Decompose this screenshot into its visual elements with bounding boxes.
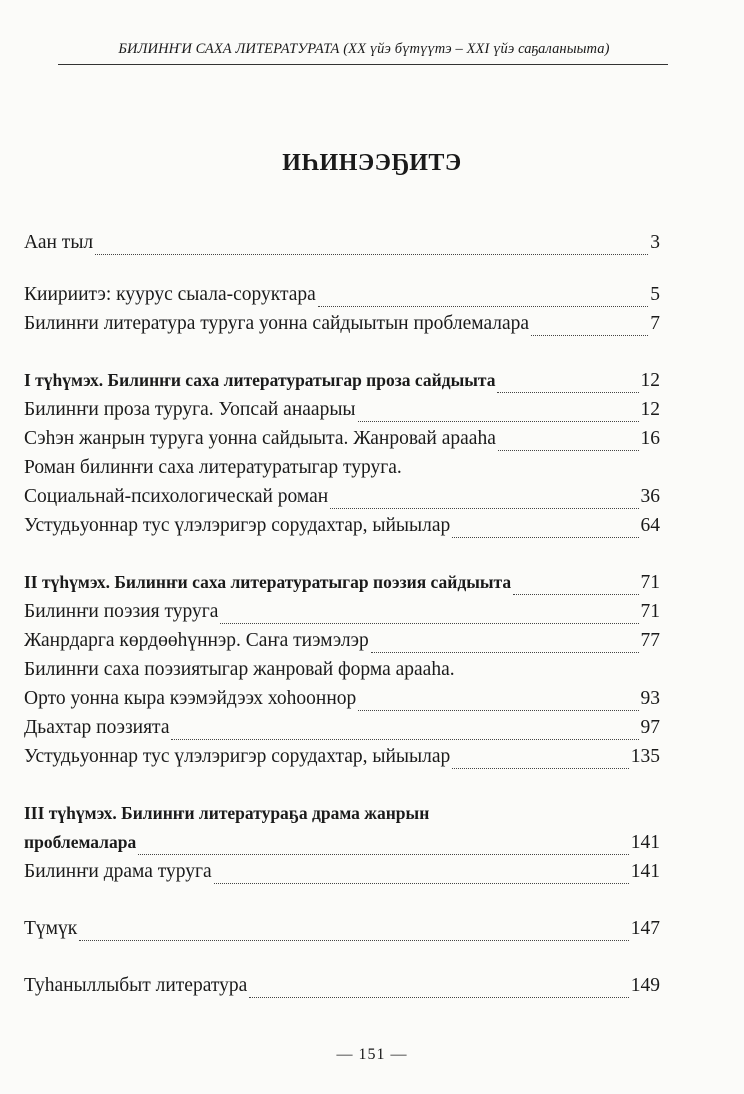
toc-entry[interactable] (24, 428, 660, 457)
toc-entry[interactable] (24, 975, 660, 1004)
dot-leader (249, 996, 628, 998)
toc-entry-page: 147 (630, 918, 660, 939)
toc-section-heading[interactable] (24, 572, 660, 601)
toc-entry-label: Билинҥи литература туруга уонна сайдыытын проблемалара (24, 313, 530, 334)
toc-entry-label: Билинҥи поэзия туруга (24, 601, 219, 622)
toc-entry[interactable] (24, 861, 660, 890)
toc-entry-label: II түһүмэх. Билинҥи саха литературатыгар поэзия сайдыыта (24, 572, 512, 592)
toc-entry[interactable] (24, 746, 660, 775)
header-rule (58, 64, 668, 65)
toc-entry-label: Сэһэн жанрын туруга уонна сайдыыта. Жанровай арааһа (24, 428, 496, 449)
toc-section-heading-continued[interactable] (24, 832, 660, 861)
dot-leader (358, 420, 639, 422)
page-number: — 151 — (336, 1046, 408, 1063)
dot-leader (531, 334, 648, 336)
toc-entry-continued[interactable] (24, 659, 660, 688)
dot-leader (452, 767, 628, 769)
table-of-contents (24, 232, 660, 1004)
toc-entry-page: 141 (630, 861, 660, 882)
toc-entry-label: Билинҥи саха поэзиятыгар жанровай форма арааһа. (24, 659, 455, 680)
toc-entry[interactable] (24, 688, 660, 717)
toc-entry-page: 71 (640, 572, 660, 593)
toc-entry[interactable] (24, 232, 660, 261)
toc-entry-page: 12 (640, 370, 660, 391)
toc-entry-label: Жанрдарга көрдөөһүннэр. Саҥа тиэмэлэр (24, 630, 369, 651)
toc-entry-label: Устудьуоннар тус үлэлэригэр сорудахтар, ыйыылар (24, 746, 451, 767)
toc-entry-label: Туһаныллыбыт литература (24, 975, 248, 996)
toc-entry[interactable] (24, 515, 660, 544)
dot-leader (214, 882, 629, 884)
dot-leader (513, 593, 638, 595)
toc-entry-page: 36 (640, 486, 660, 507)
toc-entry[interactable] (24, 399, 660, 428)
dot-leader (79, 939, 629, 941)
dot-leader (220, 622, 638, 624)
toc-entry[interactable] (24, 313, 660, 342)
toc-entry-page: 5 (650, 284, 660, 305)
toc-entry-label: Роман билинҥи саха литературатыгар туруга. (24, 457, 402, 478)
dot-leader (95, 253, 648, 255)
toc-entry-page: 77 (640, 630, 660, 651)
toc-entry[interactable] (24, 486, 660, 515)
toc-entry-label: проблемалара (24, 832, 137, 852)
toc-entry-continued[interactable] (24, 457, 660, 486)
toc-entry[interactable] (24, 284, 660, 313)
toc-entry-label: Билинҥи драма туруга (24, 861, 212, 882)
toc-entry-page: 141 (630, 832, 660, 853)
toc-entry-page: 149 (630, 975, 660, 996)
running-head: БИЛИНҤИ САХА ЛИТЕРАТУРАТА (XX үйэ бүтүүтэ – XXI үйэ саҕаланыыта) (118, 41, 610, 57)
toc-entry-label: Устудьуоннар тус үлэлэригэр сорудахтар, ыйыылар (24, 515, 451, 536)
toc-entry-label: Түмүк (24, 918, 78, 939)
toc-entry-label: Дьахтар поэзията (24, 717, 170, 738)
toc-entry-page: 16 (640, 428, 660, 449)
dot-leader (452, 536, 638, 538)
toc-section-heading[interactable] (24, 803, 660, 832)
dot-leader (497, 391, 638, 393)
toc-entry-page: 12 (640, 399, 660, 420)
toc-entry-page: 93 (640, 688, 660, 709)
toc-entry-page: 64 (640, 515, 660, 536)
toc-entry-label: Орто уонна кыра кээмэйдээх хоһооннор (24, 688, 357, 709)
toc-entry-page: 135 (630, 746, 660, 767)
toc-entry[interactable] (24, 601, 660, 630)
toc-entry-label: I түһүмэх. Билинҥи саха литературатыгар проза сайдыыта (24, 370, 496, 390)
toc-entry[interactable] (24, 918, 660, 947)
toc-entry-page: 71 (640, 601, 660, 622)
toc-entry-label: Киириитэ: куурус сыала-соруктара (24, 284, 316, 305)
toc-entry-label: III түһүмэх. Билинҥи литератураҕа драма жанрын (24, 803, 430, 823)
dot-leader (138, 853, 629, 855)
dot-leader (358, 709, 638, 711)
toc-entry-label: Социальнай-психологическай роман (24, 486, 329, 507)
dot-leader (371, 651, 639, 653)
dot-leader (318, 305, 648, 307)
toc-entry-page: 97 (640, 717, 660, 738)
toc-entry-label: Билинҥи проза туруга. Уопсай анаарыы (24, 399, 356, 420)
toc-entry-page: 3 (650, 232, 660, 253)
toc-entry[interactable] (24, 717, 660, 746)
dot-leader (498, 449, 639, 451)
dot-leader (171, 738, 638, 740)
toc-entry-page: 7 (650, 313, 660, 334)
toc-section-heading[interactable] (24, 370, 660, 399)
toc-entry[interactable] (24, 630, 660, 659)
dot-leader (330, 507, 638, 509)
page-title: ИҺИНЭЭҔИТЭ (282, 150, 462, 176)
toc-entry-label: Аан тыл (24, 232, 94, 253)
